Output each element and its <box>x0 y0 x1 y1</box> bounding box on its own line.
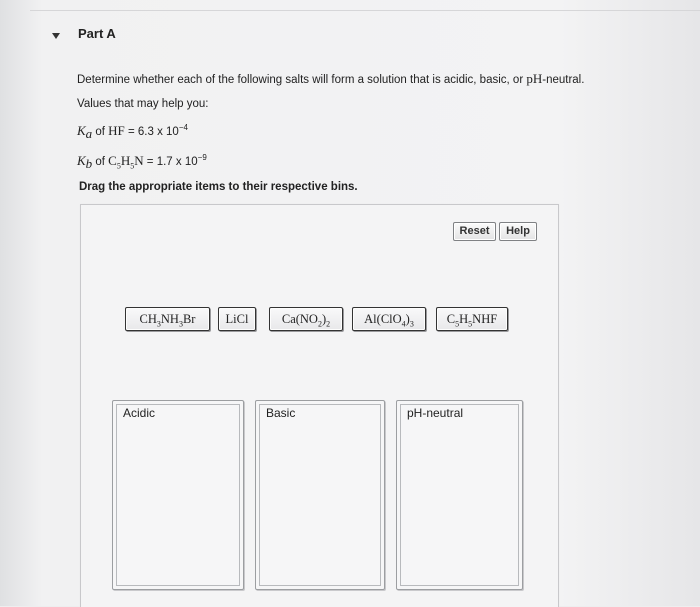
kb-species-sub2: 5 <box>130 161 135 171</box>
item-subscript: 5 <box>468 319 473 329</box>
item-text: H <box>459 312 469 326</box>
item-text: NHF <box>472 312 498 326</box>
instruction-text-end: -neutral. <box>542 74 585 86</box>
item-text: LiCl <box>225 312 249 326</box>
bin-acidic[interactable] <box>112 400 244 590</box>
collapse-caret-icon[interactable] <box>52 33 60 39</box>
helper-values-label: Values that may help you: <box>77 98 209 110</box>
kb-exponent: −9 <box>197 153 207 163</box>
item-subscript: 2 <box>317 319 322 329</box>
kb-species-n: N <box>134 153 144 168</box>
item-text: Ca(NO <box>281 312 318 326</box>
bin-label: Basic <box>266 406 296 420</box>
bin-label: Acidic <box>123 406 156 420</box>
instruction-text: Determine whether each of the following salts will form a solution that is acidic, basic, or <box>77 74 527 86</box>
draggable-item-ch3nh3br[interactable] <box>125 307 210 331</box>
draggable-item-licl[interactable] <box>218 307 256 331</box>
item-subscript: 4 <box>401 319 406 329</box>
draggable-item-ca-no2-2[interactable] <box>269 307 343 331</box>
ka-symbol: K <box>77 123 86 138</box>
kb-value <box>77 153 207 172</box>
part-title[interactable]: Part A <box>78 26 116 41</box>
bin-drop-area <box>400 404 519 586</box>
item-text: Al(ClO <box>364 312 402 326</box>
ka-exponent: −4 <box>178 123 188 133</box>
item-text: Br <box>182 312 196 326</box>
bin-basic[interactable] <box>255 400 385 590</box>
ka-number: = 6.3 x 10 <box>124 126 179 138</box>
reset-button[interactable]: Reset <box>453 222 496 241</box>
item-subscript: 3 <box>156 319 161 329</box>
kb-of: of <box>92 156 109 168</box>
help-button[interactable]: Help <box>499 222 537 241</box>
ka-species: HF <box>108 123 125 138</box>
draggable-item-al-clo4-3[interactable] <box>352 307 426 331</box>
kb-species <box>108 153 144 171</box>
kb-species-sub1: 5 <box>116 161 121 171</box>
item-text: ) <box>405 312 410 326</box>
bin-drop-area <box>116 404 240 586</box>
kb-species-h: H <box>120 153 131 168</box>
bin-drop-area <box>259 404 381 586</box>
ka-of: of <box>92 126 109 138</box>
draggable-items-tray <box>125 307 515 331</box>
item-text: CH <box>139 312 157 326</box>
bin-label: pH-neutral <box>407 406 464 420</box>
item-subscript: 2 <box>326 319 331 329</box>
kb-subscript: b <box>85 156 93 172</box>
draggable-item-c5h5nhf[interactable] <box>436 307 508 331</box>
divider <box>30 10 700 11</box>
question-instruction <box>77 71 584 87</box>
item-text: C <box>446 312 456 326</box>
kb-symbol: K <box>77 153 86 168</box>
kb-species-c: C <box>108 153 117 168</box>
item-subscript: 5 <box>455 319 460 329</box>
item-text: NH <box>160 312 179 326</box>
item-subscript: 3 <box>409 319 414 329</box>
item-text: ) <box>321 312 327 326</box>
drag-instruction: Drag the appropriate items to their respective bins. <box>79 181 358 193</box>
ka-subscript: a <box>85 126 93 142</box>
bin-ph-neutral[interactable] <box>396 400 523 590</box>
item-subscript: 3 <box>178 319 183 329</box>
ka-value <box>77 123 188 142</box>
kb-number: = 1.7 x 10 <box>143 156 198 168</box>
instruction-ph: pH <box>526 71 543 86</box>
